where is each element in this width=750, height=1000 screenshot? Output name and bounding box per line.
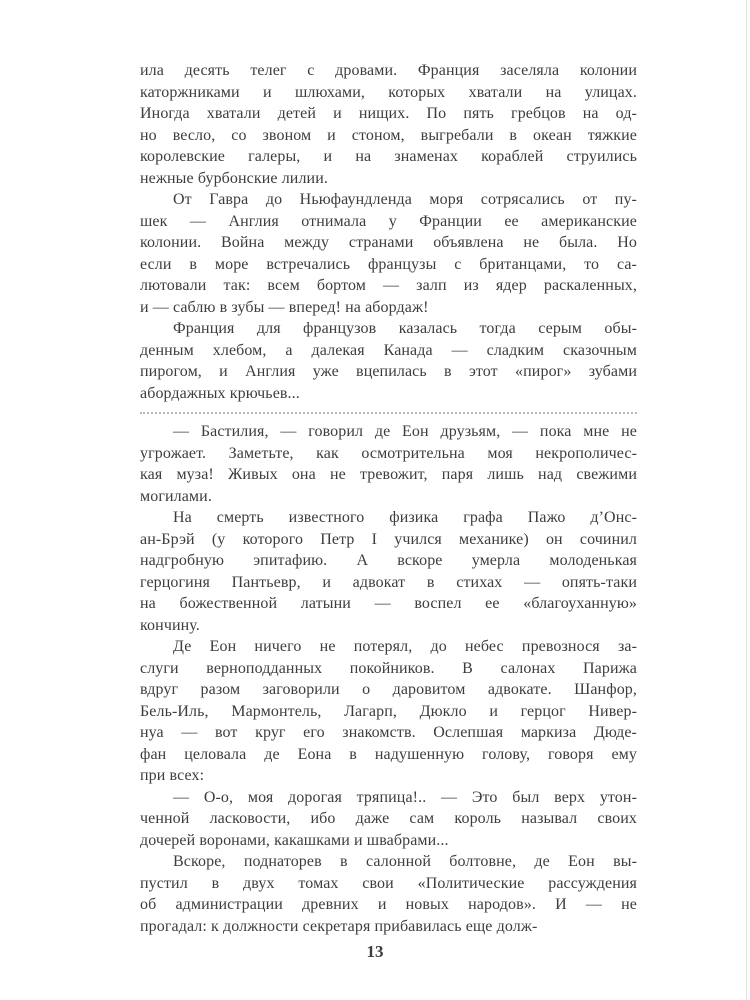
paragraph xyxy=(140,507,637,636)
text-line: На смерть известного физика графа Пажо д’Онс- xyxy=(173,509,637,526)
text-line: но весло, со звоном и стоном, выгребали в океан тяжкие xyxy=(140,126,637,144)
section-separator xyxy=(140,412,637,414)
text-line: колонии. Война между странами объявлена не была. Но xyxy=(140,234,637,251)
text-line: Де Еон ничего не потерял, до небес превознося за- xyxy=(173,638,637,655)
paragraph xyxy=(140,189,637,318)
text-line: каторжниками и шлюхами, которых хватали на улицах. xyxy=(140,83,637,101)
text-line: кончину. xyxy=(140,616,200,634)
paragraph xyxy=(140,636,637,787)
text-line: на божественной латыни — воспел ее «благоуханную» xyxy=(140,595,637,612)
text-line: Бель-Иль, Мармонтель, Лагарп, Дюкло и герцог Нивер- xyxy=(140,702,637,720)
text-line: прогадал: к должности секретаря прибавилась еще долж- xyxy=(140,917,538,935)
text-line: надгробную эпитафию. А вскоре умерла молоденькая xyxy=(140,552,637,569)
paragraph xyxy=(140,787,637,852)
text-line: Франция для французов казалась тогда серым обы- xyxy=(173,320,637,337)
paragraph xyxy=(140,60,637,189)
text-line: и — саблю в зубы — вперед! на абордаж! xyxy=(140,298,429,316)
text-line: вдруг разом заговорили о даровитом адвокате. Шанфор, xyxy=(140,681,637,698)
text-line: при всех: xyxy=(140,767,205,784)
text-line: лютовали так: всем бортом — залп из ядер раскаленных, xyxy=(140,277,637,294)
text-line: шек — Англия отнимала у Франции ее американские xyxy=(140,212,637,230)
page-number: 13 xyxy=(366,942,384,961)
text-line: денным хлебом, а далекая Канада — сладким сказочным xyxy=(140,341,637,359)
text-line: фан целовала де Еона в надушенную голову, говоря ему xyxy=(140,745,637,763)
text-line: кая муза! Живых она не тревожит, паря лишь над свежими xyxy=(140,466,637,483)
text-line: ила десять телег с дровами. Франция заселяла колонии xyxy=(140,62,637,79)
text-line: если в море встречались французы с британцами, то са- xyxy=(140,255,637,273)
text-line: герцогиня Пантьевр, и адвокат в стихах — опять-таки xyxy=(140,573,637,591)
text-line: слуги верноподданных покойников. В салонах Парижа xyxy=(140,659,637,677)
text-line: Иногда хватали детей и нищих. По пять гребцов на од- xyxy=(140,105,637,122)
text-line: об администрации древних и новых народов». И — не xyxy=(140,896,637,913)
text-line: пирогом, и Англия уже вцепилась в этот «пирог» зубами xyxy=(140,363,637,380)
text-block xyxy=(140,60,637,937)
text-line: ченной ласковости, ибо даже сам король называл своих xyxy=(140,810,637,827)
text-line: угрожает. Заметьте, как осмотрительна моя некрополичес- xyxy=(140,444,637,462)
text-line: — О-о, моя дорогая тряпица!.. — Это был верх утон- xyxy=(173,788,637,806)
text-line: дочерей воронами, какашками и швабрами... xyxy=(140,831,449,849)
page-edge-line xyxy=(746,0,747,1000)
text-line: королевские галеры, и на знаменах кораблей струились xyxy=(140,148,637,165)
paragraph xyxy=(140,318,637,404)
text-line: — Бастилия, — говорил де Еон друзьям, — пока мне не xyxy=(173,423,637,440)
text-line: пустил в двух томах свои «Политические рассуждения xyxy=(140,874,637,892)
text-line: ан-Брэй (у которого Петр I учился механике) он сочинил xyxy=(140,530,637,548)
text-line: абордажных крючьев... xyxy=(140,384,300,402)
paragraph xyxy=(140,851,637,937)
text-line: нежные бурбонские лилии. xyxy=(140,169,328,187)
paragraph xyxy=(140,421,637,507)
text-line: От Гавра до Ньюфаундленда моря сотрясались от пу- xyxy=(173,191,637,208)
text-line: могилами. xyxy=(140,487,212,505)
text-line: нуа — вот круг его знакомств. Ослепшая маркиза Дюде- xyxy=(140,724,637,741)
text-line: Вскоре, поднаторев в салонной болтовне, де Еон вы- xyxy=(173,853,637,870)
